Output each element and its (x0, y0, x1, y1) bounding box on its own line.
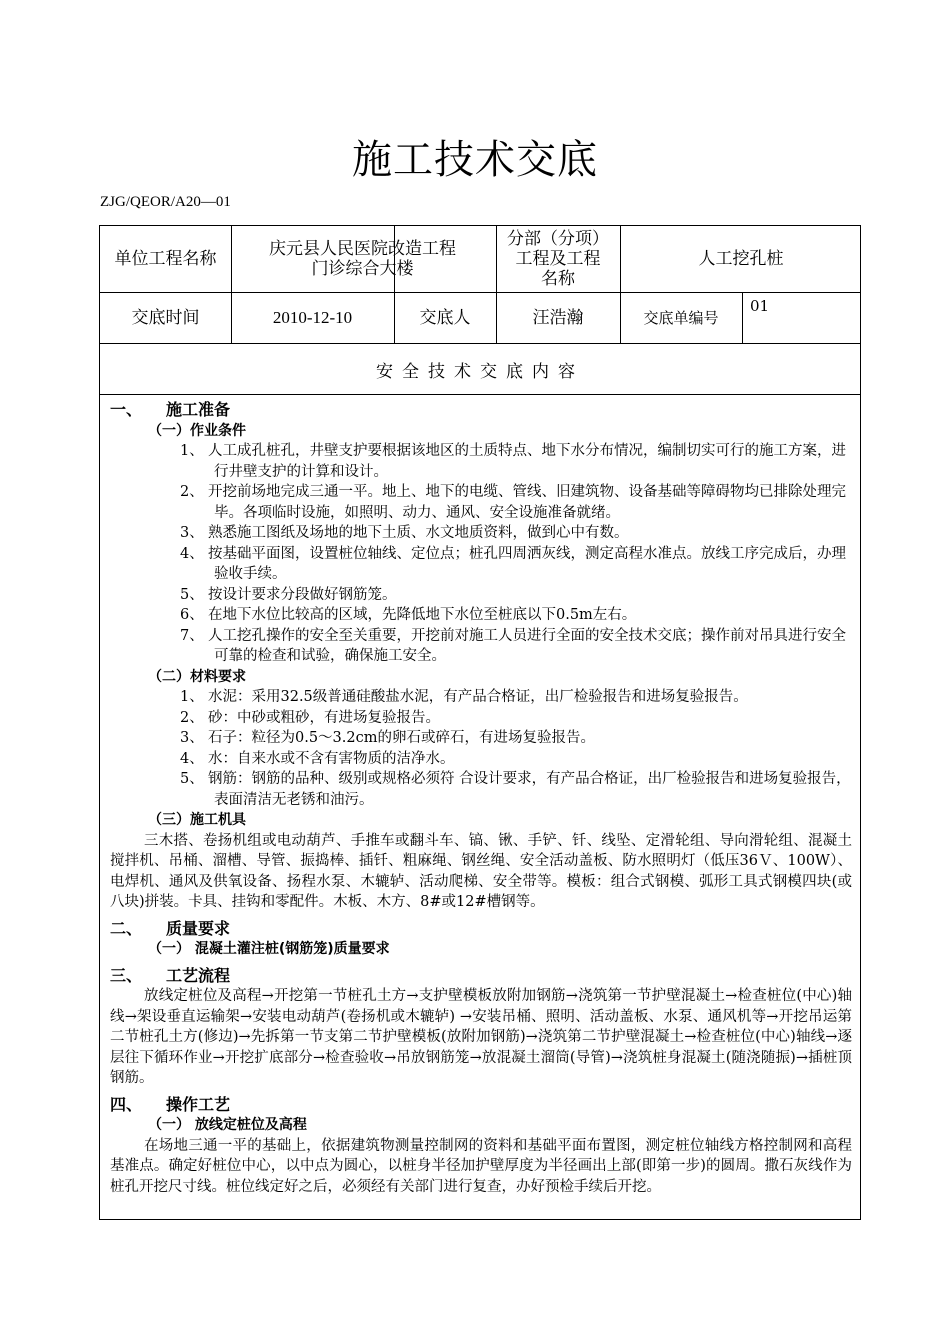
row-divider (100, 394, 860, 395)
item-text: 熟悉施工图纸及场地的地下土质、水文地质资料，做到心中有数。 (208, 525, 629, 541)
unit-project-label: 单位工程名称 (114, 249, 217, 269)
item-text: 在地下水位比较高的区域，先降低地下水位至桩底以下0.5m左右。 (208, 607, 637, 623)
list-item (110, 708, 852, 729)
sub-project-label (496, 226, 620, 292)
subsection-4-1: （一） 放线定桩位及高程 (148, 1117, 307, 1133)
item-number: 2、 (180, 484, 204, 500)
section-4-number: 四、 (110, 1094, 143, 1114)
document-code: ZJG/QEOR/A20—01 (100, 194, 231, 210)
disclosure-time-value: 2010-12-10 (272, 307, 353, 327)
subsection-1-2: （二）材料要求 (148, 668, 246, 685)
equipment-paragraph: 三木搭、卷扬机组或电动葫芦、手推车或翻斗车、镐、锹、手铲、钎、线坠、定滑轮组、导向滑轮组、混凝土搅拌机、吊桶、溜槽、导管、振捣棒、插钎、粗麻绳、钢丝绳、安全活动盖板、防水照明灯（低压36Ｖ、100W）、电焊机、通风及供氧设备、扬程水泵、木辘轳、活动爬梯、安全带等。模板：组合式钢模、弧形工具式钢模四块(或八块)拼装。卡具、挂钩和零配件。木板、木方、8#或12#槽钢等。 (110, 832, 852, 910)
item-number: 5、 (180, 771, 204, 787)
sub-project-label-line3: 名称 (541, 269, 575, 289)
item-text: 钢筋：钢筋的品种、级别或规格必须符 合设计要求，有产品合格证，出厂检验报告和进场复验报告，表面清洁无老锈和油污。 (208, 771, 851, 808)
sub-project-value: 人工挖孔桩 (698, 249, 784, 269)
item-text: 水泥：采用32.5级普通硅酸盐水泥，有产品合格证，出厂检验报告和进场复验报告。 (208, 689, 748, 705)
sub-project-label-line1: 分部（分项） (507, 229, 609, 249)
section-3-number: 三、 (110, 965, 143, 985)
list-item (110, 605, 852, 626)
section-2-title: 质量要求 (166, 918, 231, 938)
item-text: 石子：粒径为0.5～3.2cm的卵石或碎石，有进场复验报告。 (208, 730, 595, 746)
section-1-title: 施工准备 (166, 400, 231, 419)
subsection-1-1: （一）作业条件 (148, 422, 246, 439)
item-number: 3、 (180, 525, 204, 541)
process-flow-paragraph: 放线定桩位及高程→开挖第一节桩孔土方→支护壁模板放附加钢筋→浇筑第一节护壁混凝土→检查桩位(中心)轴线→架设垂直运输架→安装电动葫芦(卷扬机或木辘轳) →安装吊桶、照明、活动盖板、水泵、通风机等→开挖吊运第二节桩孔土方(修边)→先拆第一节支第二节护壁模板(放附加钢筋)→浇筑第二节护壁混凝土→检查桩位(中心)轴线→逐层往下循环作业→开挖扩底部分→检查验收→吊放钢筋笼→放混凝土溜筒(导管)→浇筑桩身混凝土(随浇随振)→插桩顶钢筋。 (110, 988, 852, 1086)
form-number-label: 交底单编号 (643, 308, 719, 327)
unit-project-value-line2: 门诊综合大楼 (311, 259, 414, 279)
section-4-title: 操作工艺 (166, 1094, 231, 1114)
item-text: 开挖前场地完成三通一平。地上、地下的电缆、管线、旧建筑物、设备基础等障碍物均已排除处理完毕。各项临时设施，如照明、动力、通风、安全设施准备就绪。 (208, 484, 846, 521)
list-item (110, 523, 852, 544)
discloser-label: 交底人 (419, 307, 471, 328)
item-number: 4、 (180, 545, 204, 562)
subsection-1-3: （三）施工机具 (148, 812, 246, 828)
item-number: 3、 (180, 730, 204, 746)
item-text: 砂：中砂或粗砂，有进场复验报告。 (208, 709, 440, 726)
section-4-heading (110, 1095, 852, 1116)
list-item (110, 441, 852, 482)
item-number: 1、 (180, 689, 204, 705)
item-number: 5、 (180, 586, 204, 603)
section-3-heading (110, 966, 852, 987)
section-3-title: 工艺流程 (166, 965, 231, 985)
list-item (110, 626, 852, 667)
item-number: 7、 (180, 627, 204, 644)
item-text: 按设计要求分段做好钢筋笼。 (208, 586, 397, 603)
unit-project-value (231, 226, 494, 292)
list-item (110, 749, 852, 770)
item-text: 水：自来水或不含有害物质的洁净水。 (208, 750, 455, 767)
list-item (110, 728, 852, 749)
operation-paragraph: 在场地三通一平的基础上，依据建筑物测量控制网的资料和基础平面布置图，测定桩位轴线方格控制网和高程基准点。确定好桩位中心，以中点为圆心，以桩身半径加护壁厚度为半径画出上部(即第一步)的圆周。撒石灰线作为桩孔开挖尺寸线。桩位线定好之后，必须经有关部门进行复查，办好预检手续后开挖。 (110, 1137, 852, 1195)
item-number: 4、 (180, 750, 204, 767)
section-heading: 安全技术交底内容 (376, 361, 584, 382)
unit-project-value-line1: 庆元县人民医院改造工程 (269, 239, 456, 259)
disclosure-content (110, 398, 852, 1197)
discloser-value: 汪浩瀚 (532, 307, 584, 328)
item-text: 按基础平面图，设置桩位轴线、定位点；桩孔四周洒灰线，测定高程水准点。放线工序完成后，办理验收手续。 (208, 545, 846, 582)
item-number: 6、 (180, 607, 204, 623)
item-text: 人工成孔桩孔，井壁支护要根据该地区的土质特点、地下水分布情况，编制切实可行的施工方案，进行井壁支护的计算和设计。 (208, 443, 846, 480)
item-text: 人工挖孔操作的安全至关重要，开挖前对施工人员进行全面的安全技术交底；操作前对吊具进行安全可靠的检查和试验，确保施工安全。 (208, 627, 846, 664)
section-1-number: 一、 (110, 400, 143, 419)
subsection-2-1: （一） 混凝土灌注桩(钢筋笼)质量要求 (148, 941, 390, 957)
section-1-heading (110, 400, 852, 421)
item-number: 2、 (180, 709, 204, 726)
disclosure-time-label: 交底时间 (131, 307, 200, 328)
page-title: 施工技术交底 (352, 137, 598, 183)
section-2-number: 二、 (110, 918, 143, 938)
list-item (110, 482, 852, 523)
list-item (110, 544, 852, 585)
list-item (110, 687, 852, 708)
col-divider (742, 292, 743, 343)
form-number-value: 01 (750, 297, 770, 315)
list-item (110, 769, 852, 810)
list-item (110, 585, 852, 606)
section-2-heading (110, 919, 852, 940)
item-number: 1、 (180, 443, 204, 459)
sub-project-label-line2: 工程及工程 (515, 249, 601, 269)
disclosure-form (99, 225, 861, 1220)
